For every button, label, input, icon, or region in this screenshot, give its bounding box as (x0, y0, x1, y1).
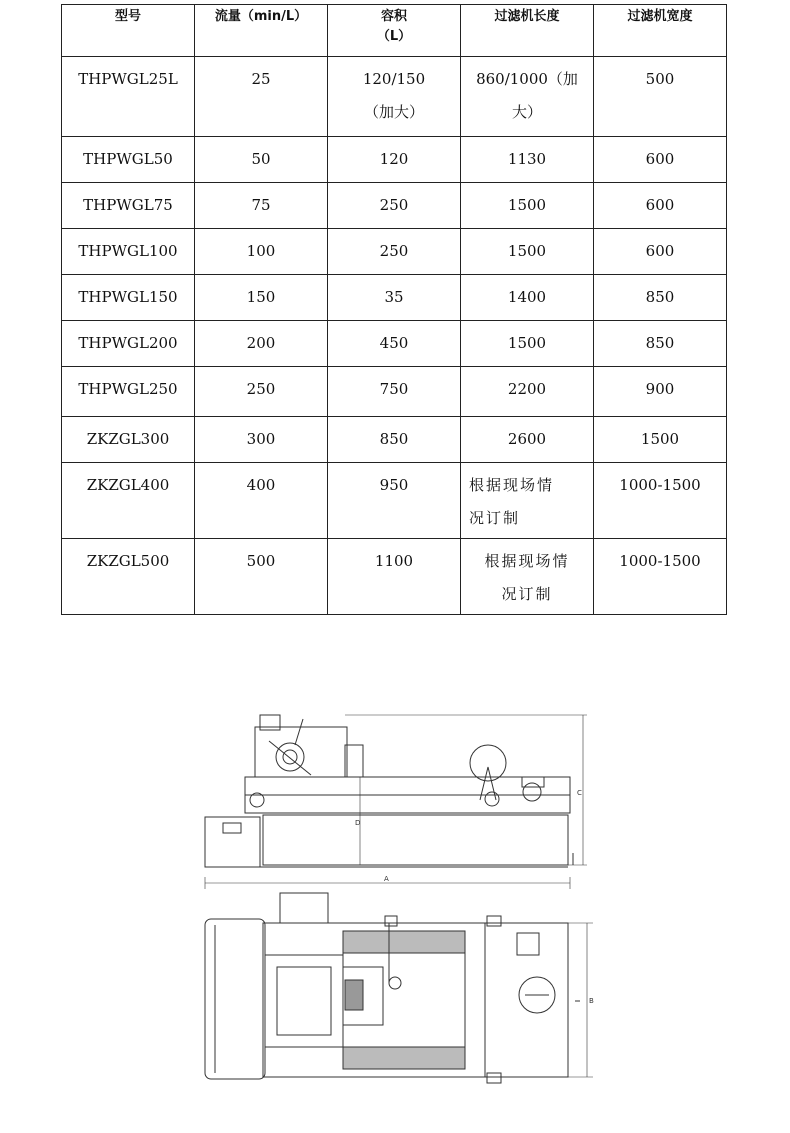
side-left-tank (205, 817, 260, 867)
cell-volume: 250 (328, 229, 461, 275)
cell-model: ZKZGL300 (62, 417, 195, 463)
cell-width: 1000-1500 (594, 463, 727, 539)
header-width: 过滤机宽度 (594, 5, 727, 57)
side-drive-housing (255, 727, 347, 777)
cell-length: 2200 (461, 367, 594, 417)
cell-model: THPWGL100 (62, 229, 195, 275)
filter-machine-drawing (195, 705, 595, 1090)
cell-width: 1000-1500 (594, 539, 727, 615)
side-view (205, 715, 587, 889)
cell-model: THPWGL150 (62, 275, 195, 321)
cell-length: 1500 (461, 321, 594, 367)
spec-table (61, 4, 727, 615)
header-flow: 流量（min/L） (195, 5, 328, 57)
cell-volume: 250 (328, 183, 461, 229)
cell-width: 1500 (594, 417, 727, 463)
side-main-tank (263, 815, 568, 865)
table-row (62, 539, 727, 615)
dimension-label-d: D (355, 819, 361, 827)
cell-flow: 150 (195, 275, 328, 321)
top-view (205, 893, 593, 1083)
cell-flow: 200 (195, 321, 328, 367)
cell-model: THPWGL200 (62, 321, 195, 367)
cell-volume: 750 (328, 367, 461, 417)
cell-flow: 100 (195, 229, 328, 275)
motor-icon (523, 783, 541, 801)
cell-volume: 120/150 （加大） (328, 57, 461, 137)
table-row (62, 275, 727, 321)
paper-roll-icon (470, 745, 506, 781)
table-row (62, 57, 727, 137)
table-row (62, 367, 727, 417)
top-left-tank (205, 919, 265, 1079)
cell-length: 1500 (461, 229, 594, 275)
cell-width: 600 (594, 183, 727, 229)
cell-width: 600 (594, 137, 727, 183)
table-row (62, 137, 727, 183)
table-row (62, 417, 727, 463)
cell-width: 500 (594, 57, 727, 137)
cell-length: 2600 (461, 417, 594, 463)
cell-model: THPWGL250 (62, 367, 195, 417)
dimension-label-b: B (589, 997, 594, 1005)
cell-flow: 250 (195, 367, 328, 417)
cell-model: THPWGL50 (62, 137, 195, 183)
cell-volume: 450 (328, 321, 461, 367)
cell-model: THPWGL25L (62, 57, 195, 137)
dimension-label-a: A (384, 875, 389, 883)
cell-length: 1130 (461, 137, 594, 183)
cell-flow: 500 (195, 539, 328, 615)
cell-volume: 120 (328, 137, 461, 183)
header-model: 型号 (62, 5, 195, 57)
cell-volume: 850 (328, 417, 461, 463)
cell-length: 根据现场情 况订制 (461, 539, 594, 615)
cell-model: ZKZGL500 (62, 539, 195, 615)
table-header-row (62, 5, 727, 57)
cell-model: THPWGL75 (62, 183, 195, 229)
cell-flow: 25 (195, 57, 328, 137)
cell-flow: 50 (195, 137, 328, 183)
cell-width: 850 (594, 321, 727, 367)
table-row (62, 229, 727, 275)
cell-flow: 400 (195, 463, 328, 539)
table-row (62, 321, 727, 367)
cell-model: ZKZGL400 (62, 463, 195, 539)
header-volume: 容积 （L） (328, 5, 461, 57)
cell-length: 860/1000（加 大） (461, 57, 594, 137)
cell-length: 根据现场情 况订制 (461, 463, 594, 539)
cell-volume: 1100 (328, 539, 461, 615)
cell-length: 1500 (461, 183, 594, 229)
header-length: 过滤机长度 (461, 5, 594, 57)
cell-flow: 300 (195, 417, 328, 463)
cell-length: 1400 (461, 275, 594, 321)
table-row (62, 183, 727, 229)
cell-width: 900 (594, 367, 727, 417)
cell-volume: 950 (328, 463, 461, 539)
drive-wheel-icon (276, 743, 304, 771)
cell-width: 850 (594, 275, 727, 321)
cell-flow: 75 (195, 183, 328, 229)
dimension-label-c: C (577, 789, 582, 797)
cell-width: 600 (594, 229, 727, 275)
cell-volume: 35 (328, 275, 461, 321)
table-row (62, 463, 727, 539)
